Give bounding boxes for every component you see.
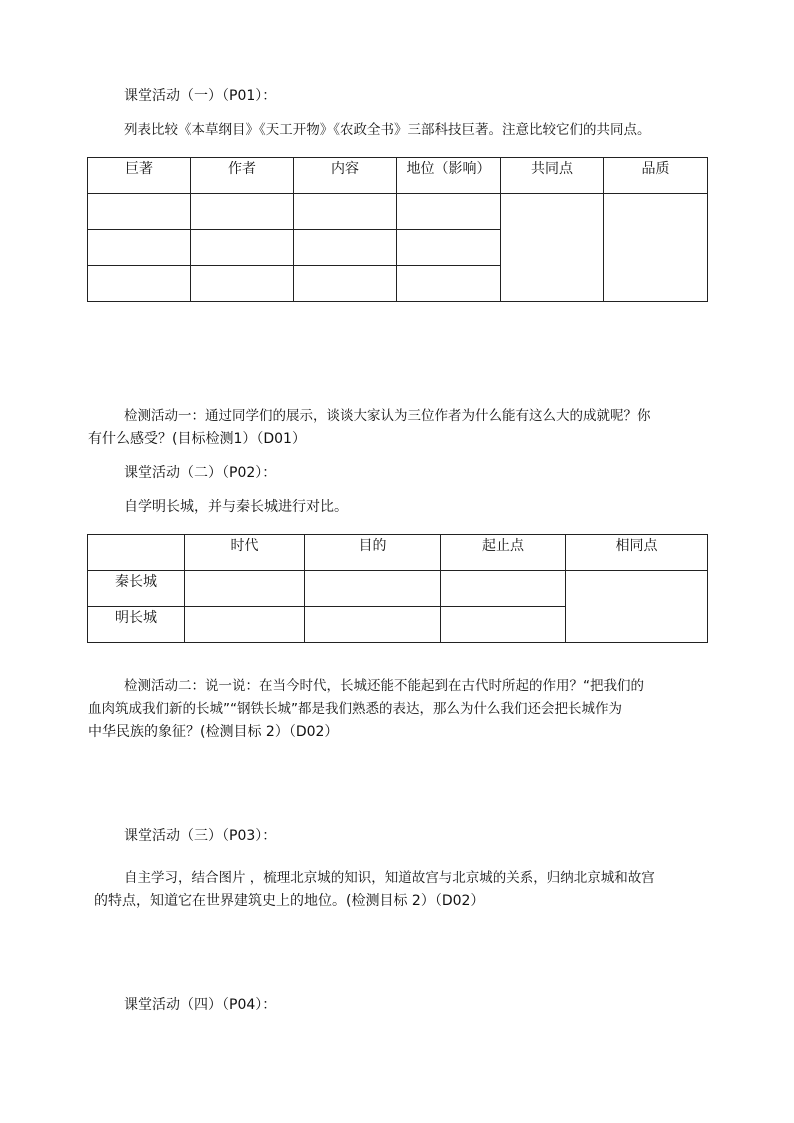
common-points-cell[interactable]	[501, 194, 604, 302]
check1-line1: 检测活动一：通过同学们的展示，谈谈大家认为三位作者为什么能有这么大的成就呢？你	[124, 408, 651, 424]
table-cell[interactable]	[294, 266, 397, 302]
header-cell: 品质	[604, 158, 708, 194]
header-cell	[88, 535, 185, 571]
table-cell[interactable]	[88, 194, 191, 230]
header-cell: 相同点	[566, 535, 708, 571]
table-cell[interactable]	[185, 571, 305, 607]
table-row	[88, 571, 708, 607]
table-cell[interactable]	[397, 230, 501, 266]
similarities-cell[interactable]	[566, 571, 708, 643]
activity2-heading: 课堂活动（二）（P02）：	[124, 465, 277, 481]
activity2-instruction: 自学明长城，并与秦长城进行对比。	[124, 499, 348, 515]
table-cell[interactable]	[191, 230, 294, 266]
table-row	[88, 194, 708, 230]
row-label-qin: 秦长城	[88, 571, 185, 607]
table-cell[interactable]	[305, 571, 441, 607]
header-cell: 起止点	[441, 535, 566, 571]
table-header-row	[88, 535, 708, 571]
activity3-line1: 自主学习，结合图片 ，梳理北京城的知识，知道故宫与北京城的关系，归纳北京城和故宫	[124, 870, 655, 886]
table-cell[interactable]	[397, 194, 501, 230]
table-cell[interactable]	[305, 607, 441, 643]
activity1-heading: 课堂活动（一）（P01）：	[124, 88, 277, 104]
activity1-instruction: 列表比较《本草纲目》《天工开物》《农政全书》三部科技巨著。注意比较它们的共同点。	[124, 122, 651, 138]
table-header-row	[88, 158, 708, 194]
check2-line2: 血肉筑成我们新的长城”“钢铁长城”都是我们熟悉的表达，那么为什么我们还会把长城作为	[88, 701, 622, 717]
header-cell: 地位（影响）	[397, 158, 501, 194]
table-cell[interactable]	[191, 266, 294, 302]
qualities-cell[interactable]	[604, 194, 708, 302]
header-cell: 作者	[191, 158, 294, 194]
table-cell[interactable]	[294, 230, 397, 266]
header-cell: 巨著	[88, 158, 191, 194]
table-cell[interactable]	[191, 194, 294, 230]
table-cell[interactable]	[185, 607, 305, 643]
check2-line3: 中华民族的象征？(检测目标 2）（D02）	[88, 724, 339, 740]
activity3-line2: 的特点，知道它在世界建筑史上的地位。(检测目标 2）（D02）	[94, 893, 485, 909]
row-label-ming: 明长城	[88, 607, 185, 643]
table-cell[interactable]	[441, 571, 566, 607]
table-cell[interactable]	[441, 607, 566, 643]
works-comparison-table	[87, 157, 708, 302]
table-cell[interactable]	[294, 194, 397, 230]
header-cell: 时代	[185, 535, 305, 571]
header-cell: 共同点	[501, 158, 604, 194]
check2-line1: 检测活动二：说一说：在当今时代，长城还能不能起到在古代时所起的作用？“把我们的	[124, 678, 644, 694]
header-cell: 内容	[294, 158, 397, 194]
check1-line2: 有什么感受？(目标检测1）（D01）	[88, 431, 306, 447]
activity4-heading: 课堂活动（四）（P04）：	[124, 997, 277, 1013]
activity3-heading: 课堂活动（三）（P03）：	[124, 828, 277, 844]
table-cell[interactable]	[88, 230, 191, 266]
great-wall-comparison-table	[87, 534, 708, 643]
table-cell[interactable]	[397, 266, 501, 302]
table-cell[interactable]	[88, 266, 191, 302]
header-cell: 目的	[305, 535, 441, 571]
